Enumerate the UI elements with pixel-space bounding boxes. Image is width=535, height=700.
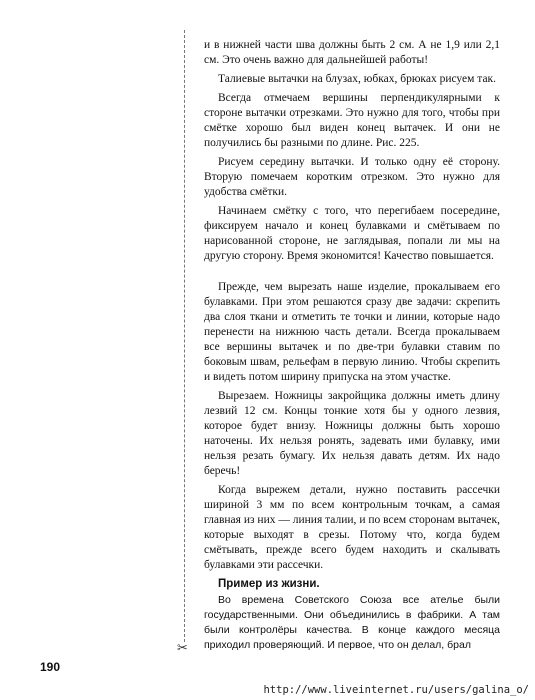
paragraph: Вырезаем. Ножницы закройщика должны иметь длину лезвий 12 см. Концы тонкие хотя бы у одного лезвия, которое будет внизу. Ножницы должны быть хорошо наточены. Их нельзя ронять, задевать ими булавку, ими нельзя резать бумагу. Их нельзя давать детям. Их надо беречь!: [204, 390, 500, 477]
source-url[interactable]: http://www.liveinternet.ru/users/galina_o/: [263, 684, 529, 696]
paragraph: Талиевые вытачки на блузах, юбках, брюках рисуем так.: [218, 73, 497, 85]
cut-line: [184, 30, 185, 642]
paragraph: Прежде, чем вырезать наше изделие, прокалываем его булавками. При этом решаются сразу две задачи: скрепить два слоя ткани и отметить те точки и линии, которые надо перенести на нижнюю часть детали. Всегда прокалываем все вершины вытачек и по две-три булавки ставим по боковым швам, рельефам в первую линию. Чтобы скрепить и видеть потом ширину припуска на этом участке.: [204, 281, 500, 383]
paragraph: и в нижней части шва должны быть 2 см. А не 1,9 или 2,1 см. Это очень важно для дальнейшей работы!: [204, 39, 500, 66]
page-number: 190: [40, 660, 61, 674]
paragraph: Начинаем смётку с того, что перегибаем посередине, фиксируем начало и конец булавками и смётываем по нарисованной стороне, не заглядывая, попали ли мы на другую сторону. Время экономится! Качество повышается.: [204, 205, 500, 262]
paragraph: Рисуем середину вытачки. И только одну её сторону. Вторую помечаем коротким отрезком. Это нужно для удобства смётки.: [204, 156, 500, 198]
example-heading: Пример из жизни.: [218, 578, 320, 590]
paragraph: Когда вырежем детали, нужно поставить рассечки шириной 3 мм по всем контрольным точкам, а самая главная из них — линия талии, и по всем сторонам вытачек, которые выходят в срезы. Потому что, когда будем смётывать, прежде всего будем находить и скалывать булавками эти рассечки.: [204, 484, 500, 571]
example-text: Во времена Советского Союза все ателье были государственными. Они объединились в фабрики. А там были контролёры качества. В конце каждого месяца приходил проверяющий. И первое, что он делал, брал: [204, 594, 500, 651]
paragraph: Всегда отмечаем вершины перпендикулярными к стороне вытачки отрезками. Это нужно для того, чтобы при смётке хорошо был виден конец вытачек. И они не получились бы разными по длине. Рис. 225.: [204, 92, 500, 149]
body-text: [204, 38, 500, 577]
scissors-icon: ✂: [177, 641, 188, 656]
life-example-box: [204, 578, 500, 653]
